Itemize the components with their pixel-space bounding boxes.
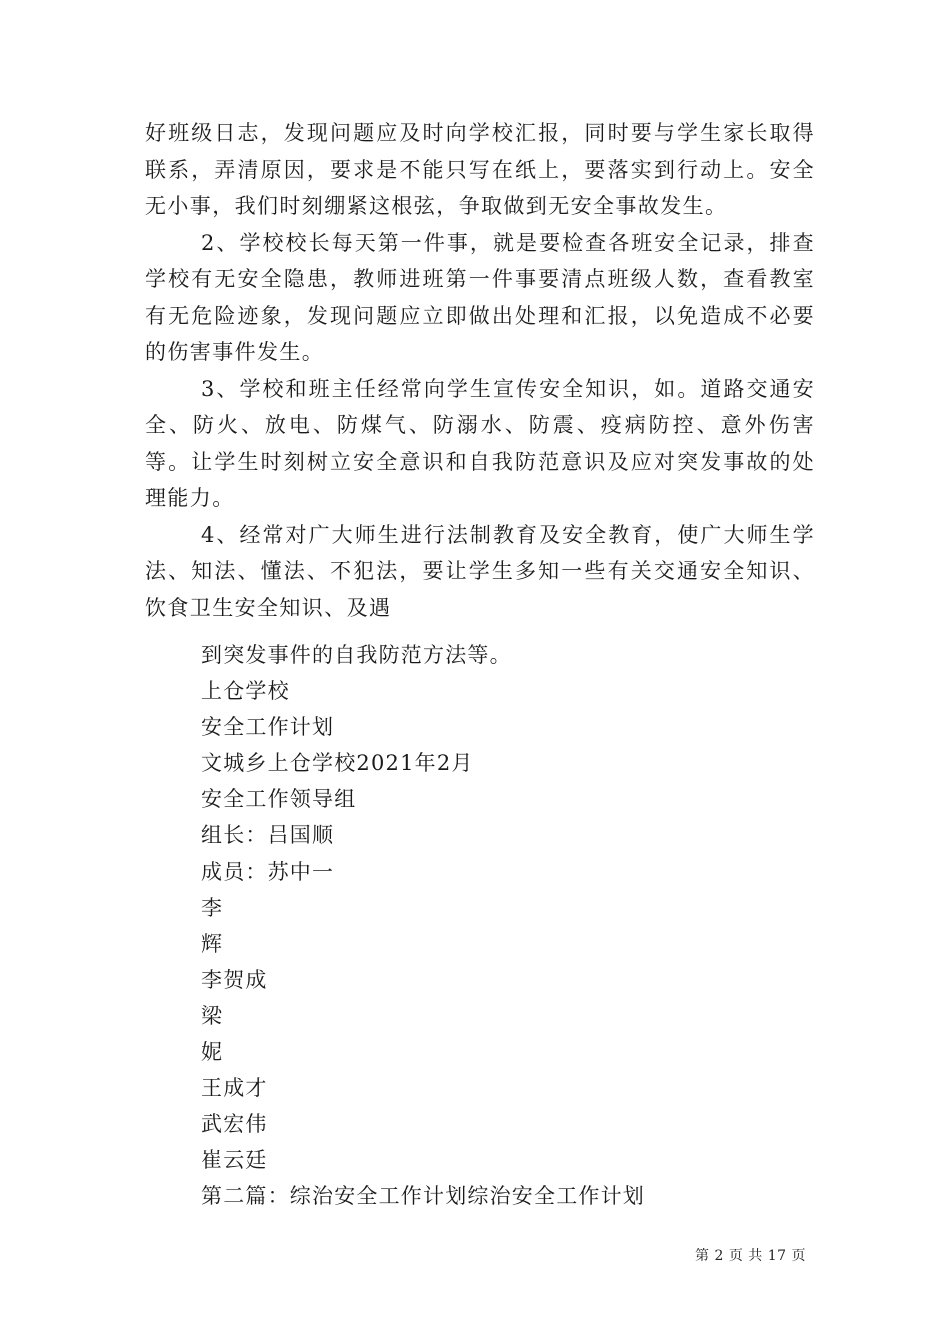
text-line-member: 妮 [201,1040,224,1065]
text-line-group-leader: 组长：吕国顺 [201,823,335,848]
text-line-member: 梁 [201,1003,224,1028]
text-line-member: 武宏伟 [201,1112,268,1137]
text-line-plan-title: 安全工作计划 [201,715,335,740]
document-body [145,115,815,626]
text-line-leadership-group: 安全工作领导组 [201,787,357,812]
text-line-member: 李 [201,895,224,920]
paragraph-continuation: 好班级日志，发现问题应及时向学校汇报，同时要与学生家长取得联系，弄清原因，要求是不能只写在纸上，要落实到行动上。安全无小事，我们时刻绷紧这根弦，争取做到无安全事故发生。 [145,121,815,218]
paragraph-item-3: 3、学校和班主任经常向学生宣传安全知识，如。道路交通安全、防火、放电、防煤气、防溺水、防震、疫病防控、意外伤害等。让学生时刻树立安全意识和自我防范意识及应对突发事故的处理能力。 [145,376,815,510]
text-line-continuation: 到突发事件的自我防范方法等。 [201,643,512,667]
paragraph-item-2: 2、学校校长每天第一件事，就是要检查各班安全记录，排查学校有无安全隐患，教师进班第一件事要清点班级人数，查看教室有无危险迹象，发现问题应立即做出处理和汇报，以免造成不必要的伤害事件发生。 [145,230,815,364]
page-number-footer: 第 2 页 共 17 页 [695,1248,806,1264]
text-line-member: 崔云廷 [201,1148,268,1173]
paragraph-item-4: 4、经常对广大师生进行法制教育及安全教育，使广大师生学法、知法、懂法、不犯法，要让学生多知一些有关交通安全知识、饮食卫生安全知识、及遇 [145,522,815,620]
text-line-members: 成员：苏中一 [201,859,335,884]
text-line-member: 辉 [201,931,224,956]
text-line-next-section-title: 第二篇：综治安全工作计划综治安全工作计划 [201,1184,645,1209]
text-line-member: 王成才 [201,1076,268,1101]
text-line-school-name: 上仓学校 [201,679,290,704]
text-line-member: 李贺成 [201,967,268,992]
text-line-school-date: 文城乡上仓学校2021年2月 [201,751,474,776]
document-lines [201,637,801,1215]
